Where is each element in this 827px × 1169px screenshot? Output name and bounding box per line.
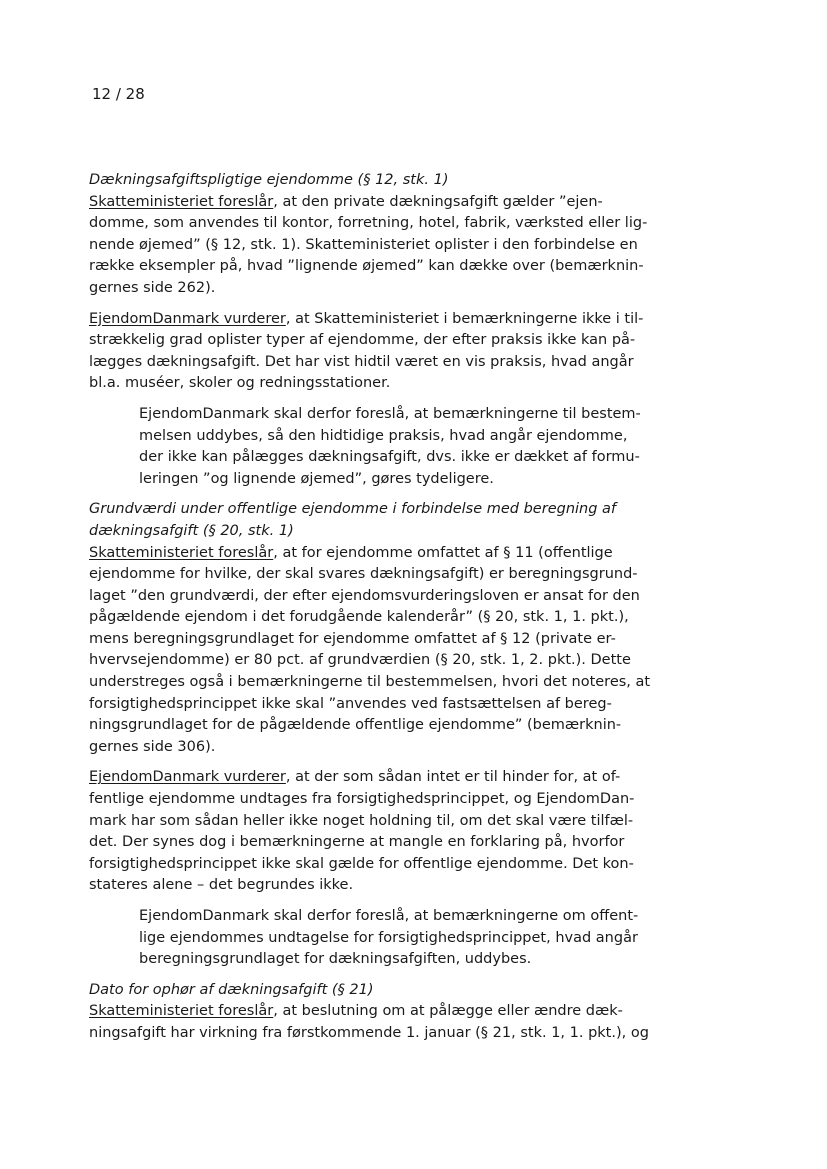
line-text: , at den private dækningsafgift gælder ”ejen- — [273, 193, 603, 210]
text-line — [139, 469, 679, 491]
paragraph — [89, 767, 679, 897]
line-text: pågældende ejendom i det forudgående kalenderår” (§ 20, stk. 1, 1. pkt.), — [89, 609, 629, 626]
text-line — [89, 650, 679, 672]
text-line — [89, 499, 679, 521]
line-text: , at beslutning om at pålægge eller ændre dæk- — [273, 1003, 623, 1020]
line-text: , at Skatteministeriet i bemærkningerne ikke i til- — [285, 310, 644, 327]
line-text: bl.a. muséer, skoler og redningsstationer. — [89, 375, 391, 392]
text-line — [89, 767, 679, 789]
line-text: strækkelig grad oplister typer af ejendomme, der efter praksis ikke kan på- — [89, 332, 636, 349]
paragraph — [89, 309, 679, 395]
line-text: , at for ejendomme omfattet af § 11 (offentlige — [273, 544, 613, 561]
line-text: dækningsafgift (§ 20, stk. 1) — [89, 522, 294, 539]
text-line — [89, 235, 679, 257]
section-heading — [89, 499, 679, 542]
text-line — [89, 737, 679, 759]
line-text: ningsafgift har virkning fra førstkommende 1. januar (§ 21, stk. 1, 1. pkt.), og — [89, 1024, 649, 1041]
line-text: , at der som sådan intet er til hinder for, at of- — [285, 769, 621, 786]
text-line — [89, 980, 679, 1002]
paragraph — [89, 1001, 679, 1044]
text-line — [89, 564, 679, 586]
text-line — [89, 607, 679, 629]
text-line — [89, 170, 679, 192]
underlined-lead: EjendomDanmark vurderer — [89, 769, 286, 786]
line-text: forsigtighedsprincippet ikke skal gælde for offentlige ejendomme. Det kon- — [89, 855, 634, 872]
line-text: nende øjemed” (§ 12, stk. 1). Skatteministeriet oplister i den forbindelse en — [89, 236, 638, 253]
line-text: fentlige ejendomme undtages fra forsigtighedsprincippet, og EjendomDan- — [89, 791, 635, 808]
underlined-lead: Skatteministeriet foreslår — [89, 193, 274, 210]
document-body — [89, 170, 679, 1054]
line-text: gernes side 262). — [89, 279, 216, 296]
text-line — [89, 1023, 679, 1045]
paragraph — [89, 543, 679, 759]
text-line — [139, 949, 679, 971]
line-text: række eksempler på, hvad ”lignende øjemed” kan dække over (bemærknin- — [89, 258, 644, 275]
page-number: 12 / 28 — [92, 85, 145, 103]
text-line — [89, 330, 679, 352]
line-text: mens beregningsgrundlaget for ejendomme omfattet af § 12 (private er- — [89, 630, 616, 647]
line-text: det. Der synes dog i bemærkningerne at mangle en forklaring på, hvorfor — [89, 834, 625, 851]
line-text: melsen uddybes, så den hidtidige praksis, hvad angår ejendomme, — [139, 427, 628, 444]
text-line — [89, 811, 679, 833]
underlined-lead: Skatteministeriet foreslår — [89, 1003, 274, 1020]
line-text: ningsgrundlaget for de pågældende offentlige ejendomme” (bemærknin- — [89, 717, 622, 734]
line-text: mark har som sådan heller ikke noget holdning til, om det skal være tilfæl- — [89, 812, 634, 829]
text-line — [139, 928, 679, 950]
text-line — [89, 629, 679, 651]
text-line — [89, 373, 679, 395]
text-line — [89, 715, 679, 737]
text-line — [139, 906, 679, 928]
text-line — [139, 447, 679, 469]
text-line — [89, 854, 679, 876]
line-text: forsigtighedsprincippet ikke skal ”anvendes ved fastsættelsen af bereg- — [89, 695, 612, 712]
text-line — [89, 192, 679, 214]
text-line — [89, 352, 679, 374]
section-heading — [89, 980, 679, 1002]
text-line — [89, 213, 679, 235]
text-line — [89, 1001, 679, 1023]
line-text: leringen ”og lignende øjemed”, gøres tydeligere. — [139, 470, 494, 487]
text-line — [89, 543, 679, 565]
text-line — [89, 586, 679, 608]
line-text: EjendomDanmark skal derfor foreslå, at bemærkningerne om offent- — [139, 908, 639, 924]
line-text: domme, som anvendes til kontor, forretning, hotel, fabrik, værksted eller lig- — [89, 215, 648, 232]
text-line — [139, 426, 679, 448]
indented-recommendation — [139, 404, 679, 490]
text-line — [89, 256, 679, 278]
line-text: EjendomDanmark skal derfor foreslå, at bemærkningerne til bestem- — [139, 405, 641, 422]
underlined-lead: EjendomDanmark vurderer — [89, 310, 286, 327]
line-text: lægges dækningsafgift. Det har vist hidtil været en vis praksis, hvad angår — [89, 353, 634, 370]
line-text: Dækningsafgiftspligtige ejendomme (§ 12, stk. 1) — [89, 172, 449, 188]
underlined-lead: Skatteministeriet foreslår — [89, 544, 274, 561]
line-text: Dato for ophør af dækningsafgift (§ 21) — [89, 981, 374, 998]
section-heading — [89, 170, 679, 192]
line-text: stateres alene – det begrundes ikke. — [89, 877, 354, 894]
line-text: laget ”den grundværdi, der efter ejendomsvurderingsloven er ansat for den — [89, 587, 640, 604]
line-text: understreges også i bemærkningerne til bestemmelsen, hvori det noteres, at — [89, 674, 651, 691]
text-line — [89, 521, 679, 543]
text-line — [89, 278, 679, 300]
line-text: Grundværdi under offentlige ejendomme i forbindelse med beregning af — [89, 501, 617, 518]
text-line — [139, 404, 679, 426]
text-line — [89, 694, 679, 716]
line-text: gernes side 306). — [89, 738, 216, 755]
text-line — [89, 672, 679, 694]
line-text: ejendomme for hvilke, der skal svares dækningsafgift) er beregningsgrund- — [89, 566, 638, 583]
indented-recommendation — [139, 906, 679, 971]
line-text: hvervsejendomme) er 80 pct. af grundværdien (§ 20, stk. 1, 2. pkt.). Dette — [89, 652, 631, 669]
text-line — [89, 832, 679, 854]
text-line — [89, 309, 679, 331]
text-line — [89, 875, 679, 897]
text-line — [89, 789, 679, 811]
line-text: beregningsgrundlaget for dækningsafgiften, uddybes. — [139, 951, 532, 968]
paragraph — [89, 192, 679, 300]
line-text: lige ejendommes undtagelse for forsigtighedsprincippet, hvad angår — [139, 929, 638, 946]
line-text: der ikke kan pålægges dækningsafgift, dvs. ikke er dækket af formu- — [139, 449, 640, 466]
